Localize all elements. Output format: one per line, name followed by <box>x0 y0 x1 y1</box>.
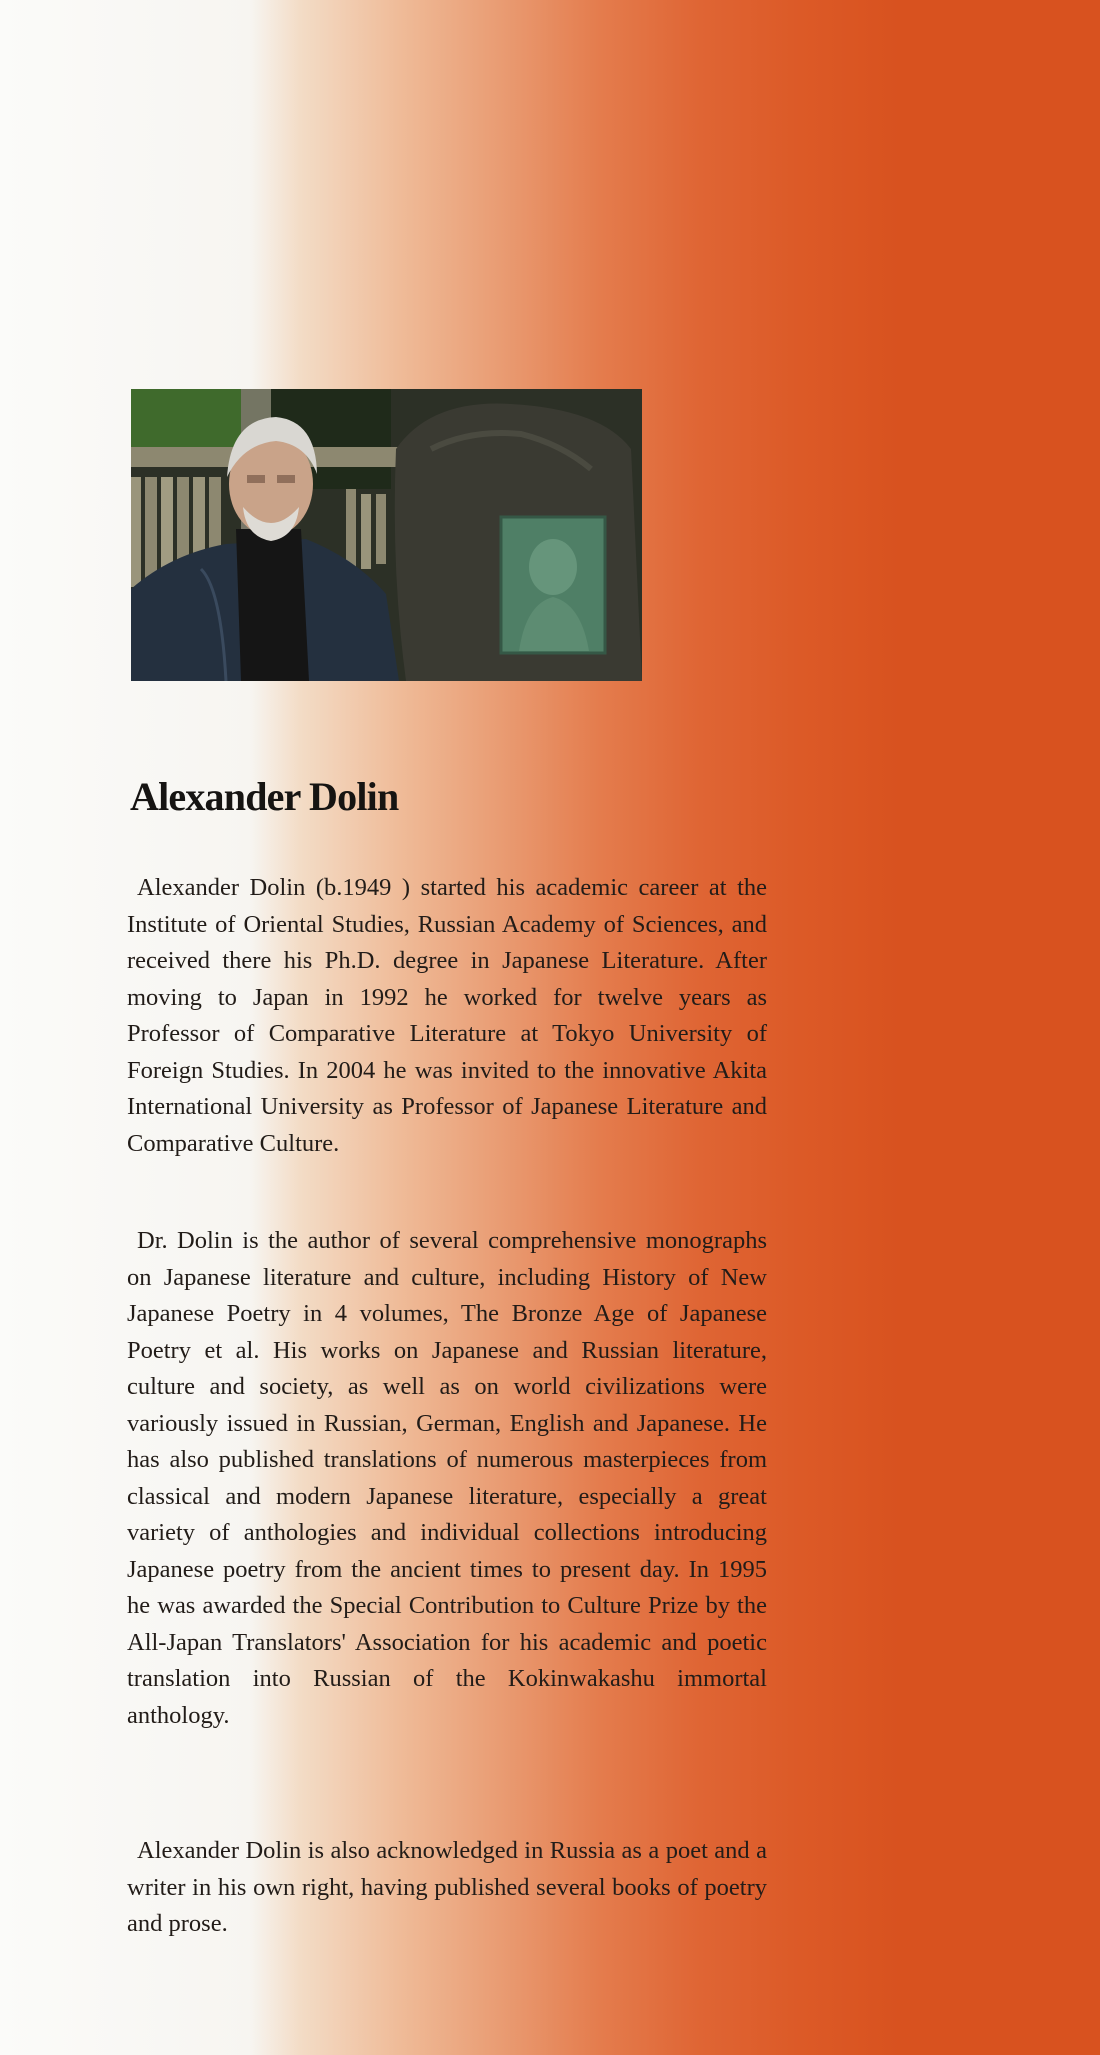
foliage <box>131 389 241 449</box>
author-photo-illustration <box>131 389 642 681</box>
bio-paragraph-poet: Alexander Dolin is also acknowledged in Russia as a poet and a writer in his own right, having published several books of poetry and prose. <box>127 1837 767 1937</box>
author-photo <box>131 389 642 681</box>
author-name-heading: Alexander Dolin <box>130 774 399 819</box>
bronze-plaque <box>501 517 605 653</box>
bio-paragraph-works: Dr. Dolin is the author of several comprehensive monographs on Japanese literature and culture, including History of New Japanese Poetry in 4 volumes, The Bronze Age of Japanese Poetry et al. His works on Japanese and Russian literature, culture and society, as well as on world civilizations were variously issued in Russian, German, English and Japanese. He has also published translations of numerous masterpieces from classical and modern Japanese literature, especially a great variety of anthologies and individual collections introducing Japanese poetry from the ancient times to present day. In 1995 he was awarded the Special Contribution to Culture Prize by the All-Japan Translators' Association for his academic and poetic translation into Russian of the Kokinwakashu immortal anthology. <box>127 1227 767 1729</box>
bio-paragraph-career: Alexander Dolin (b.1949 ) started his academic career at the Institute of Oriental Studies, Russian Academy of Sciences, and received there his Ph.D. degree in Japanese Literature. After moving to Japan in 1992 he worked for twelve years as Professor of Comparative Literature at Tokyo University of Foreign Studies. In 2004 he was invited to the innovative Akita International University as Professor of Japanese Literature and Comparative Culture. <box>127 874 767 1157</box>
